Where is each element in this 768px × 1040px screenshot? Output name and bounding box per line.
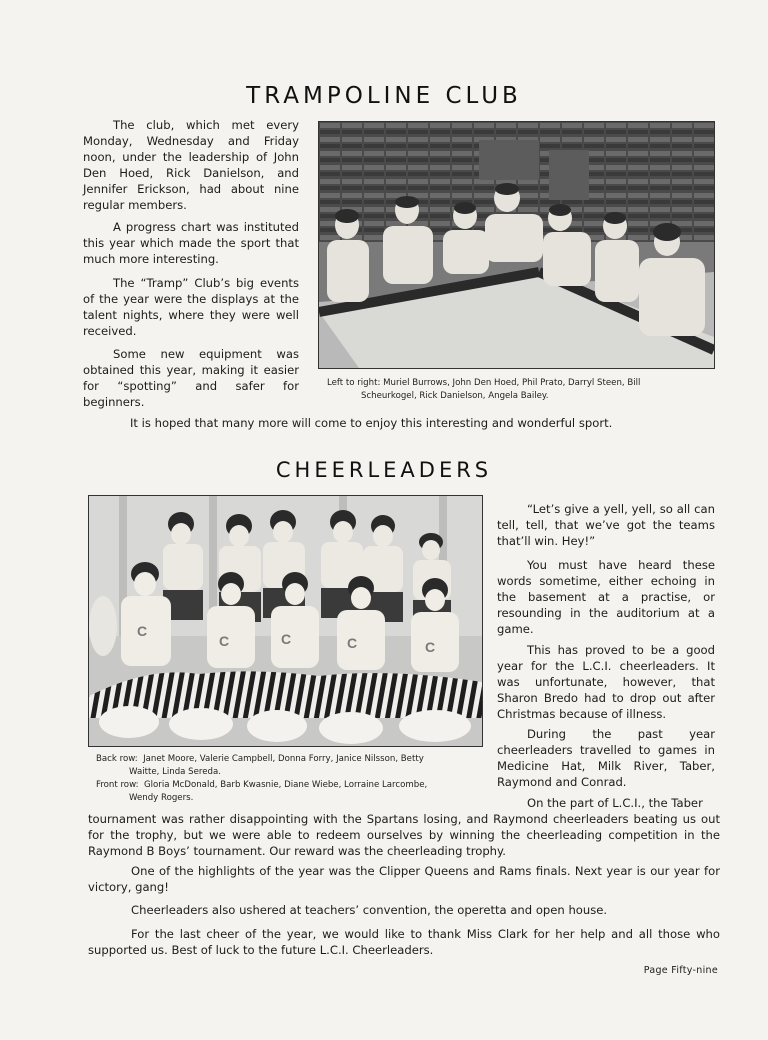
trampoline-closing-sentence: It is hoped that many more will come to enjoy this interesting and wonderful sport. — [130, 416, 613, 430]
cheer-right-paragraph-2: You must have heard these words sometime, either echoing in the basement at a practise, or resounding in the auditorium at a game. — [497, 558, 715, 636]
trampoline-paragraph-3: The “Tramp” Club’s big events of the year were the displays at the talent nights, where they were well received. — [83, 276, 299, 338]
front-row-names-1: Gloria McDonald, Barb Kwasnie, Diane Wiebe, Lorraine Larcombe, — [144, 780, 428, 790]
caption-back-row — [96, 753, 496, 766]
cheer-wide-paragraph-3: Cheerleaders also ushered at teachers’ convention, the operetta and open house. — [131, 903, 608, 917]
back-row-names-1: Janet Moore, Valerie Campbell, Donna Forry, Janice Nilsson, Betty — [143, 754, 424, 764]
cheer-right-paragraph-1: “Let’s give a yell, yell, so all can tell, tell, that we’ve got the teams that’ll win. Hey!” — [497, 502, 715, 548]
svg-text:C: C — [281, 631, 292, 647]
caption-front-row — [96, 779, 496, 792]
trampoline-paragraph-2: A progress chart was instituted this year which made the sport that much more interesting. — [83, 220, 299, 266]
cheerleaders-photo — [88, 495, 483, 747]
svg-text:C: C — [137, 623, 148, 639]
svg-text:C: C — [219, 633, 230, 649]
cheer-wide-paragraph-2: One of the highlights of the year was the Clipper Queens and Rams finals. Next year is our year for victory, gang! — [88, 864, 720, 894]
front-row-label: Front row: — [96, 780, 139, 790]
back-row-names-2: Waitte, Linda Sereda. — [129, 767, 221, 777]
trampoline-club-title: TRAMPOLINE CLUB — [246, 83, 522, 109]
trampoline-club-photo — [318, 121, 715, 369]
cheer-right-paragraph-4: During the past year cheerleaders travelled to games in Medicine Hat, Milk River, Taber, Raymond and Conrad. — [497, 727, 715, 789]
cheer-wide-paragraph-4: For the last cheer of the year, we would like to thank Miss Clark for her help and all those who supported us. Best of luck to the future L.C.I. Cheerleaders. — [88, 927, 720, 957]
svg-text:C: C — [425, 639, 436, 655]
trampoline-caption-line-1: Left to right: Muriel Burrows, John Den Hoed, Phil Prato, Darryl Steen, Bill — [327, 378, 641, 388]
cheer-wide-paragraph-1: tournament was rather disappointing with the Spartans losing, and Raymond cheerleaders beating us out for the trophy, but we were able to redeem ourselves by winning the cheerleading competition in the Raymond B Boys’ tournament. Our reward was the cheerleading trophy. — [88, 812, 720, 858]
trampoline-paragraph-4: Some new equipment was obtained this year, making it easier for “spotting” and safer for beginners. — [83, 347, 299, 409]
trampoline-caption-line-2: Scheurkogel, Rick Danielson, Angela Bailey. — [361, 391, 549, 401]
cheerleaders-photo-caption — [96, 753, 496, 805]
svg-text:C: C — [347, 635, 358, 651]
cheerleaders-title: CHEERLEADERS — [275, 458, 493, 482]
cheer-right-paragraph-3: This has proved to be a good year for the L.C.I. cheerleaders. It was unfortunate, however, that Sharon Bredo had to drop out after Christmas because of illness. — [497, 643, 715, 721]
front-row-names-2: Wendy Rogers. — [129, 793, 194, 803]
trampoline-photo-caption — [327, 377, 717, 403]
back-row-label: Back row: — [96, 754, 138, 764]
page-number: Page Fifty-nine — [643, 965, 718, 976]
cheer-right-paragraph-5: On the part of L.C.I., the Taber — [527, 796, 703, 810]
trampoline-paragraph-1: The club, which met every Monday, Wednesday and Friday noon, under the leadership of John Den Hoed, Rick Danielson, and Jennifer Erickson, had about nine regular members. — [83, 118, 299, 212]
